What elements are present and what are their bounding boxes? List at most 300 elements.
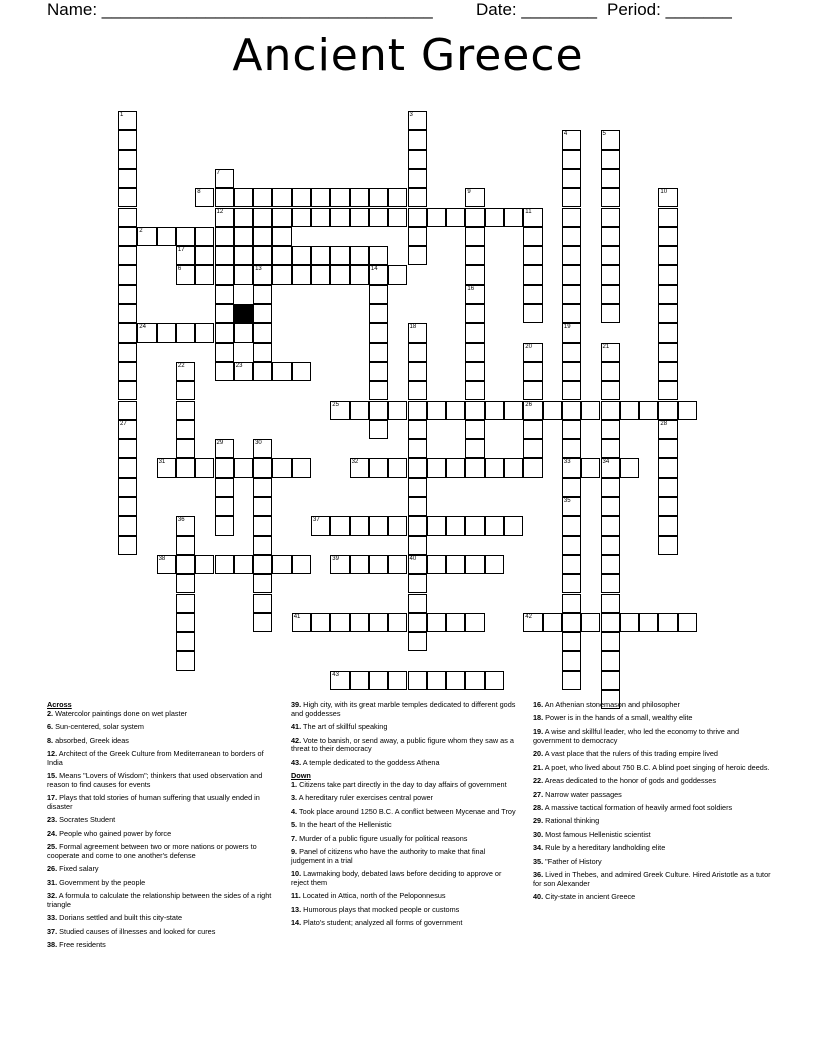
grid-cell[interactable] bbox=[408, 323, 427, 342]
grid-cell[interactable] bbox=[369, 555, 388, 574]
grid-cell[interactable] bbox=[408, 246, 427, 265]
grid-cell[interactable] bbox=[523, 458, 542, 477]
grid-cell[interactable] bbox=[427, 613, 446, 632]
grid-cell[interactable] bbox=[234, 208, 253, 227]
grid-cell[interactable] bbox=[601, 458, 620, 477]
grid-cell[interactable] bbox=[658, 478, 677, 497]
grid-cell[interactable] bbox=[504, 458, 523, 477]
grid-cell[interactable] bbox=[272, 227, 291, 246]
grid-cell[interactable] bbox=[118, 265, 137, 284]
grid-cell[interactable] bbox=[330, 401, 349, 420]
grid-cell[interactable] bbox=[292, 208, 311, 227]
grid-cell[interactable] bbox=[118, 439, 137, 458]
grid-cell[interactable] bbox=[562, 323, 581, 342]
grid-cell[interactable] bbox=[562, 536, 581, 555]
grid-cell[interactable] bbox=[272, 246, 291, 265]
grid-cell[interactable] bbox=[253, 516, 272, 535]
grid-cell[interactable] bbox=[562, 613, 581, 632]
grid-cell[interactable] bbox=[388, 671, 407, 690]
grid-cell[interactable] bbox=[562, 381, 581, 400]
grid-cell[interactable] bbox=[118, 227, 137, 246]
grid-cell[interactable] bbox=[446, 613, 465, 632]
grid-cell[interactable] bbox=[369, 458, 388, 477]
grid-cell[interactable] bbox=[215, 362, 234, 381]
grid-cell[interactable] bbox=[195, 458, 214, 477]
grid-cell[interactable] bbox=[408, 632, 427, 651]
grid-cell[interactable] bbox=[118, 304, 137, 323]
grid-cell[interactable] bbox=[562, 671, 581, 690]
grid-cell[interactable] bbox=[176, 594, 195, 613]
grid-cell[interactable] bbox=[427, 555, 446, 574]
grid-cell[interactable] bbox=[253, 574, 272, 593]
grid-cell[interactable] bbox=[523, 343, 542, 362]
grid-cell[interactable] bbox=[369, 246, 388, 265]
grid-cell[interactable] bbox=[118, 420, 137, 439]
grid-cell[interactable] bbox=[234, 227, 253, 246]
grid-cell[interactable] bbox=[215, 208, 234, 227]
grid-cell[interactable] bbox=[369, 516, 388, 535]
grid-cell[interactable] bbox=[465, 208, 484, 227]
grid-cell[interactable] bbox=[601, 208, 620, 227]
grid-cell[interactable] bbox=[562, 343, 581, 362]
grid-cell[interactable] bbox=[350, 516, 369, 535]
grid-cell[interactable] bbox=[408, 478, 427, 497]
grid-cell[interactable] bbox=[215, 169, 234, 188]
grid-cell[interactable] bbox=[118, 130, 137, 149]
grid-cell[interactable] bbox=[658, 304, 677, 323]
grid-cell[interactable] bbox=[658, 613, 677, 632]
grid-cell[interactable] bbox=[562, 265, 581, 284]
grid-cell[interactable] bbox=[292, 188, 311, 207]
grid-cell[interactable] bbox=[369, 671, 388, 690]
grid-cell[interactable] bbox=[446, 555, 465, 574]
grid-cell[interactable] bbox=[176, 516, 195, 535]
grid-cell[interactable] bbox=[427, 401, 446, 420]
grid-cell[interactable] bbox=[388, 188, 407, 207]
grid-cell[interactable] bbox=[253, 536, 272, 555]
grid-cell[interactable] bbox=[195, 323, 214, 342]
grid-cell[interactable] bbox=[562, 651, 581, 670]
grid-cell[interactable] bbox=[292, 362, 311, 381]
grid-cell[interactable] bbox=[176, 246, 195, 265]
grid-cell[interactable] bbox=[388, 516, 407, 535]
grid-cell[interactable] bbox=[446, 671, 465, 690]
grid-cell[interactable] bbox=[176, 555, 195, 574]
grid-cell[interactable] bbox=[195, 555, 214, 574]
grid-cell[interactable] bbox=[427, 208, 446, 227]
grid-cell[interactable] bbox=[658, 362, 677, 381]
grid-cell[interactable] bbox=[601, 401, 620, 420]
grid-cell[interactable] bbox=[465, 227, 484, 246]
grid-cell[interactable] bbox=[658, 439, 677, 458]
grid-cell[interactable] bbox=[408, 362, 427, 381]
grid-cell[interactable] bbox=[465, 381, 484, 400]
grid-cell[interactable] bbox=[485, 555, 504, 574]
grid-cell[interactable] bbox=[408, 516, 427, 535]
grid-cell[interactable] bbox=[272, 458, 291, 477]
grid-cell[interactable] bbox=[330, 246, 349, 265]
grid-cell[interactable] bbox=[118, 401, 137, 420]
grid-cell[interactable] bbox=[678, 401, 697, 420]
grid-cell[interactable] bbox=[388, 401, 407, 420]
grid-cell[interactable] bbox=[253, 594, 272, 613]
grid-cell[interactable] bbox=[369, 420, 388, 439]
grid-cell[interactable] bbox=[176, 439, 195, 458]
grid-cell[interactable] bbox=[562, 632, 581, 651]
grid-cell[interactable] bbox=[215, 439, 234, 458]
grid-cell[interactable] bbox=[215, 478, 234, 497]
grid-cell[interactable] bbox=[620, 401, 639, 420]
grid-cell[interactable] bbox=[562, 188, 581, 207]
grid-cell[interactable] bbox=[427, 516, 446, 535]
grid-cell[interactable] bbox=[215, 516, 234, 535]
grid-cell[interactable] bbox=[118, 343, 137, 362]
grid-cell[interactable] bbox=[215, 555, 234, 574]
grid-cell[interactable] bbox=[485, 458, 504, 477]
grid-cell[interactable] bbox=[215, 227, 234, 246]
grid-cell[interactable] bbox=[465, 265, 484, 284]
grid-cell[interactable] bbox=[388, 458, 407, 477]
grid-cell[interactable] bbox=[388, 555, 407, 574]
grid-cell[interactable] bbox=[446, 401, 465, 420]
grid-cell[interactable] bbox=[234, 246, 253, 265]
grid-cell[interactable] bbox=[543, 613, 562, 632]
grid-cell[interactable] bbox=[118, 285, 137, 304]
grid-cell[interactable] bbox=[330, 516, 349, 535]
grid-cell[interactable] bbox=[272, 265, 291, 284]
grid-cell[interactable] bbox=[408, 536, 427, 555]
grid-cell[interactable] bbox=[562, 169, 581, 188]
grid-cell[interactable] bbox=[408, 439, 427, 458]
grid-cell[interactable] bbox=[350, 458, 369, 477]
grid-cell[interactable] bbox=[176, 227, 195, 246]
grid-cell[interactable] bbox=[330, 671, 349, 690]
grid-cell[interactable] bbox=[408, 594, 427, 613]
grid-cell[interactable] bbox=[253, 208, 272, 227]
grid-cell[interactable] bbox=[253, 227, 272, 246]
grid-cell[interactable] bbox=[658, 458, 677, 477]
grid-cell[interactable] bbox=[465, 613, 484, 632]
grid-cell[interactable] bbox=[369, 401, 388, 420]
grid-cell[interactable] bbox=[562, 362, 581, 381]
grid-cell[interactable] bbox=[562, 516, 581, 535]
grid-cell[interactable] bbox=[601, 420, 620, 439]
grid-cell[interactable] bbox=[350, 188, 369, 207]
grid-cell[interactable] bbox=[234, 458, 253, 477]
grid-cell[interactable] bbox=[176, 401, 195, 420]
grid-cell[interactable] bbox=[581, 613, 600, 632]
grid-cell[interactable] bbox=[253, 458, 272, 477]
grid-cell[interactable] bbox=[465, 439, 484, 458]
grid-cell[interactable] bbox=[465, 401, 484, 420]
grid-cell[interactable] bbox=[601, 632, 620, 651]
grid-cell[interactable] bbox=[465, 516, 484, 535]
grid-cell[interactable] bbox=[658, 343, 677, 362]
grid-cell[interactable] bbox=[311, 265, 330, 284]
grid-cell[interactable] bbox=[330, 613, 349, 632]
grid-cell[interactable] bbox=[234, 362, 253, 381]
grid-cell[interactable] bbox=[562, 285, 581, 304]
grid-cell[interactable] bbox=[176, 381, 195, 400]
grid-cell[interactable] bbox=[562, 555, 581, 574]
grid-cell[interactable] bbox=[272, 555, 291, 574]
grid-cell[interactable] bbox=[311, 188, 330, 207]
grid-cell[interactable] bbox=[465, 323, 484, 342]
grid-cell[interactable] bbox=[215, 458, 234, 477]
grid-cell[interactable] bbox=[504, 208, 523, 227]
grid-cell[interactable] bbox=[465, 555, 484, 574]
grid-cell[interactable] bbox=[195, 265, 214, 284]
grid-cell[interactable] bbox=[118, 478, 137, 497]
grid-cell[interactable] bbox=[253, 362, 272, 381]
grid-cell[interactable] bbox=[601, 227, 620, 246]
grid-cell[interactable] bbox=[388, 613, 407, 632]
grid-cell[interactable] bbox=[562, 304, 581, 323]
grid-cell[interactable] bbox=[620, 458, 639, 477]
grid-cell[interactable] bbox=[658, 188, 677, 207]
grid-cell[interactable] bbox=[118, 208, 137, 227]
grid-cell[interactable] bbox=[118, 150, 137, 169]
grid-cell[interactable] bbox=[369, 188, 388, 207]
grid-cell[interactable] bbox=[523, 246, 542, 265]
grid-cell[interactable] bbox=[658, 208, 677, 227]
grid-cell[interactable] bbox=[601, 516, 620, 535]
grid-cell[interactable] bbox=[562, 458, 581, 477]
grid-cell[interactable] bbox=[234, 188, 253, 207]
grid-cell[interactable] bbox=[601, 574, 620, 593]
grid-cell[interactable] bbox=[562, 150, 581, 169]
grid-cell[interactable] bbox=[157, 555, 176, 574]
grid-cell[interactable] bbox=[523, 401, 542, 420]
grid-cell[interactable] bbox=[369, 323, 388, 342]
date-field[interactable]: Date: ________ bbox=[476, 0, 597, 19]
grid-cell[interactable] bbox=[601, 671, 620, 690]
period-field[interactable]: Period: _______ bbox=[607, 0, 732, 19]
grid-cell[interactable] bbox=[639, 401, 658, 420]
grid-cell[interactable] bbox=[658, 323, 677, 342]
grid-cell[interactable] bbox=[137, 323, 156, 342]
grid-cell[interactable] bbox=[350, 555, 369, 574]
grid-cell[interactable] bbox=[562, 497, 581, 516]
grid-cell[interactable] bbox=[523, 208, 542, 227]
grid-cell[interactable] bbox=[272, 208, 291, 227]
grid-cell[interactable] bbox=[330, 265, 349, 284]
grid-cell[interactable] bbox=[118, 188, 137, 207]
grid-cell[interactable] bbox=[523, 613, 542, 632]
grid-cell[interactable] bbox=[253, 304, 272, 323]
grid-cell[interactable] bbox=[408, 111, 427, 130]
grid-cell[interactable] bbox=[176, 458, 195, 477]
grid-cell[interactable] bbox=[562, 594, 581, 613]
grid-cell[interactable] bbox=[658, 497, 677, 516]
grid-cell[interactable] bbox=[176, 613, 195, 632]
grid-cell[interactable] bbox=[465, 343, 484, 362]
grid-cell[interactable] bbox=[658, 381, 677, 400]
grid-cell[interactable] bbox=[195, 246, 214, 265]
grid-cell[interactable] bbox=[562, 478, 581, 497]
grid-cell[interactable] bbox=[253, 265, 272, 284]
grid-cell[interactable] bbox=[408, 574, 427, 593]
grid-cell[interactable] bbox=[465, 304, 484, 323]
grid-cell[interactable] bbox=[408, 343, 427, 362]
grid-cell[interactable] bbox=[292, 555, 311, 574]
grid-cell[interactable] bbox=[272, 362, 291, 381]
grid-cell[interactable] bbox=[523, 227, 542, 246]
grid-cell[interactable] bbox=[408, 208, 427, 227]
grid-cell[interactable] bbox=[658, 285, 677, 304]
grid-cell[interactable] bbox=[601, 246, 620, 265]
grid-cell[interactable] bbox=[465, 671, 484, 690]
grid-cell[interactable] bbox=[485, 401, 504, 420]
grid-cell[interactable] bbox=[369, 285, 388, 304]
grid-cell[interactable] bbox=[118, 536, 137, 555]
grid-cell[interactable] bbox=[523, 285, 542, 304]
grid-cell[interactable] bbox=[562, 401, 581, 420]
grid-cell[interactable] bbox=[350, 401, 369, 420]
grid-cell[interactable] bbox=[465, 420, 484, 439]
grid-cell[interactable] bbox=[369, 362, 388, 381]
grid-cell[interactable] bbox=[176, 323, 195, 342]
grid-cell[interactable] bbox=[504, 401, 523, 420]
grid-cell[interactable] bbox=[292, 458, 311, 477]
grid-cell[interactable] bbox=[253, 439, 272, 458]
grid-cell[interactable] bbox=[215, 285, 234, 304]
grid-cell[interactable] bbox=[408, 227, 427, 246]
grid-cell[interactable] bbox=[562, 439, 581, 458]
grid-cell[interactable] bbox=[157, 458, 176, 477]
grid-cell[interactable] bbox=[485, 671, 504, 690]
grid-cell[interactable] bbox=[562, 208, 581, 227]
grid-cell[interactable] bbox=[658, 227, 677, 246]
grid-cell[interactable] bbox=[118, 169, 137, 188]
grid-cell[interactable] bbox=[253, 613, 272, 632]
grid-cell[interactable] bbox=[292, 265, 311, 284]
grid-cell[interactable] bbox=[253, 497, 272, 516]
grid-cell[interactable] bbox=[176, 574, 195, 593]
grid-cell[interactable] bbox=[408, 381, 427, 400]
grid-cell[interactable] bbox=[176, 632, 195, 651]
grid-cell[interactable] bbox=[465, 285, 484, 304]
grid-cell[interactable] bbox=[408, 555, 427, 574]
grid-cell[interactable] bbox=[523, 381, 542, 400]
grid-cell[interactable] bbox=[350, 613, 369, 632]
grid-cell[interactable] bbox=[562, 420, 581, 439]
grid-cell[interactable] bbox=[408, 150, 427, 169]
grid-cell[interactable] bbox=[601, 169, 620, 188]
grid-cell[interactable] bbox=[215, 323, 234, 342]
grid-cell[interactable] bbox=[562, 574, 581, 593]
grid-cell[interactable] bbox=[234, 555, 253, 574]
grid-cell[interactable] bbox=[215, 246, 234, 265]
grid-cell[interactable] bbox=[330, 208, 349, 227]
grid-cell[interactable] bbox=[157, 227, 176, 246]
grid-cell[interactable] bbox=[601, 478, 620, 497]
grid-cell[interactable] bbox=[581, 401, 600, 420]
grid-cell[interactable] bbox=[601, 497, 620, 516]
grid-cell[interactable] bbox=[408, 613, 427, 632]
grid-cell[interactable] bbox=[408, 671, 427, 690]
grid-cell[interactable] bbox=[118, 381, 137, 400]
grid-cell[interactable] bbox=[446, 516, 465, 535]
grid-cell[interactable] bbox=[446, 208, 465, 227]
grid-cell[interactable] bbox=[601, 651, 620, 670]
grid-cell[interactable] bbox=[215, 188, 234, 207]
grid-cell[interactable] bbox=[523, 265, 542, 284]
grid-cell[interactable] bbox=[408, 401, 427, 420]
grid-cell[interactable] bbox=[176, 651, 195, 670]
grid-cell[interactable] bbox=[639, 613, 658, 632]
grid-cell[interactable] bbox=[330, 555, 349, 574]
grid-cell[interactable] bbox=[523, 304, 542, 323]
grid-cell[interactable] bbox=[620, 613, 639, 632]
grid-cell[interactable] bbox=[601, 381, 620, 400]
grid-cell[interactable] bbox=[350, 265, 369, 284]
grid-cell[interactable] bbox=[543, 401, 562, 420]
grid-cell[interactable] bbox=[658, 246, 677, 265]
grid-cell[interactable] bbox=[601, 150, 620, 169]
grid-cell[interactable] bbox=[465, 246, 484, 265]
grid-cell[interactable] bbox=[118, 362, 137, 381]
grid-cell[interactable] bbox=[118, 497, 137, 516]
grid-cell[interactable] bbox=[388, 208, 407, 227]
grid-cell[interactable] bbox=[118, 323, 137, 342]
grid-cell[interactable] bbox=[523, 439, 542, 458]
grid-cell[interactable] bbox=[485, 208, 504, 227]
grid-cell[interactable] bbox=[408, 130, 427, 149]
grid-cell[interactable] bbox=[369, 208, 388, 227]
grid-cell[interactable] bbox=[215, 343, 234, 362]
grid-cell[interactable] bbox=[215, 265, 234, 284]
grid-cell[interactable] bbox=[658, 401, 677, 420]
grid-cell[interactable] bbox=[523, 420, 542, 439]
grid-cell[interactable] bbox=[408, 188, 427, 207]
grid-cell[interactable] bbox=[408, 169, 427, 188]
grid-cell[interactable] bbox=[601, 613, 620, 632]
grid-cell[interactable] bbox=[369, 265, 388, 284]
grid-cell[interactable] bbox=[523, 362, 542, 381]
grid-cell[interactable] bbox=[601, 285, 620, 304]
grid-cell[interactable] bbox=[253, 343, 272, 362]
grid-cell[interactable] bbox=[118, 458, 137, 477]
grid-cell[interactable] bbox=[369, 343, 388, 362]
grid-cell[interactable] bbox=[601, 536, 620, 555]
grid-cell[interactable] bbox=[253, 555, 272, 574]
grid-cell[interactable] bbox=[562, 130, 581, 149]
grid-cell[interactable] bbox=[118, 111, 137, 130]
grid-cell[interactable] bbox=[504, 516, 523, 535]
grid-cell[interactable] bbox=[311, 208, 330, 227]
name-field[interactable]: Name: ___________________________________ bbox=[47, 0, 433, 19]
grid-cell[interactable] bbox=[408, 458, 427, 477]
grid-cell[interactable] bbox=[176, 536, 195, 555]
grid-cell[interactable] bbox=[465, 458, 484, 477]
grid-cell[interactable] bbox=[350, 208, 369, 227]
grid-cell[interactable] bbox=[658, 536, 677, 555]
grid-cell[interactable] bbox=[311, 246, 330, 265]
grid-cell[interactable] bbox=[446, 458, 465, 477]
grid-cell[interactable] bbox=[118, 516, 137, 535]
grid-cell[interactable] bbox=[658, 265, 677, 284]
grid-cell[interactable] bbox=[485, 516, 504, 535]
grid-cell[interactable] bbox=[581, 458, 600, 477]
grid-cell[interactable] bbox=[465, 188, 484, 207]
grid-cell[interactable] bbox=[253, 323, 272, 342]
grid-cell[interactable] bbox=[369, 304, 388, 323]
grid-cell[interactable] bbox=[601, 130, 620, 149]
grid-cell[interactable] bbox=[465, 362, 484, 381]
grid-cell[interactable] bbox=[253, 478, 272, 497]
grid-cell[interactable] bbox=[601, 439, 620, 458]
